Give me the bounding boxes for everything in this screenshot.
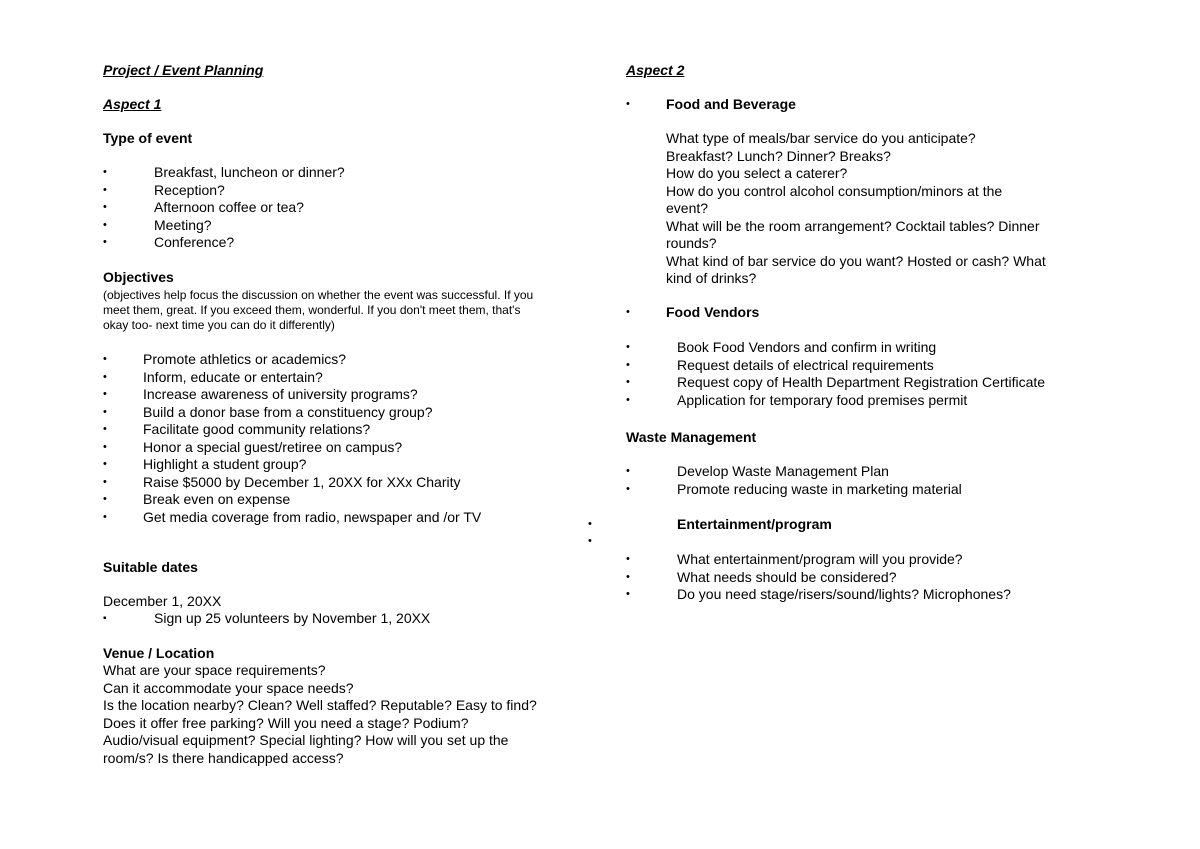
type-of-event-heading: Type of event	[103, 130, 193, 146]
food-vendors-heading: Food Vendors	[666, 304, 760, 320]
bullet-icon: •	[103, 236, 107, 248]
bullet-icon: •	[626, 465, 630, 477]
bullet-icon: •	[626, 376, 630, 388]
document-title: Project / Event Planning	[103, 62, 264, 78]
square-bullet-icon: ▪	[103, 613, 107, 624]
bullet-icon: •	[626, 358, 630, 371]
bullet-icon: •	[103, 440, 107, 453]
bullet-icon: •	[103, 423, 107, 435]
aspect-1-heading: Aspect 1	[103, 96, 162, 112]
bullet-icon: •	[626, 588, 630, 600]
bullet-icon: •	[103, 370, 107, 383]
food-beverage-heading: Food and Beverage	[666, 96, 796, 112]
bullet-icon: •	[626, 341, 630, 353]
bullet-icon: •	[103, 353, 107, 365]
bullet-icon: •	[626, 482, 630, 495]
bullet-icon: •	[626, 98, 630, 110]
suitable-dates-heading: Suitable dates	[103, 559, 198, 575]
bullet-icon: •	[103, 475, 107, 488]
bullet-icon: •	[588, 518, 592, 530]
aspect-2-heading: Aspect 2	[626, 62, 685, 78]
bullet-icon: •	[588, 535, 592, 547]
bullet-icon: •	[103, 183, 107, 196]
bullet-icon: •	[626, 393, 630, 406]
document-page: Project / Event Planning Aspect 1 Type of event • Breakfast, luncheon or dinner? • Reception? • Afternoon coffee or tea? • Meeting? • Conference? Objectives (objectives help focus the discussion on whether the event was successful. If you meet them, great. If you exceed them, wonderful. If you don't meet them, that's okay too- next time you can do it differently) • Promote athletics or academics? • Inform, educate or entertain? • Increase awareness of university programs? • Build a donor base from a constituency group? • Facilitate good community relations? • Honor a special guest/retiree on campus? • Highlight a student group? • Raise $5000 by December 1, 20XX for XXx Charity • Break even on expense • Get media coverage from radio, newspaper and /or TV Suitable dates December 1, 20XX ▪ Sign up 25 volunteers by November 1, 20XX Venue / Location What are your space requirements? Can it accommodate your space needs? Is the location nearby? Clean? Well staffed? Reputable? Easy to find? Does it offer free parking? Will you need a stage? Podium? Audio/visual equipment? Special lighting? How will you set up the room/s? Is there handicapped access? Aspect 2 • Food and Beverage What type of meals/bar service do you anticipate? Breakfast? Lunch? Dinner? Breaks? How do you select a caterer? How do you control alcohol consumption/minors at the event? What will be the room arrangement? Cocktail tables? Dinner rounds? What kind of bar service do you want? Hosted or cash? What kind of drinks? • Food Vendors • Book Food Vendors and confirm in writing • Request details of electrical requirements • Request copy of Health Department Registration Certificate • Application for temporary food premises permit Waste Management • Develop Waste Management Plan • Promote reducing waste in marketing material • Entertainment/program • • What entertainment/program will you provide? • What needs should be considered? • Do you need stage/risers/sound/lights? Microphones?	[103, 62, 1046, 766]
bullet-icon: •	[626, 306, 630, 318]
food-beverage-text: What type of meals/bar service do you anticipate? Breakfast? Lunch? Dinner? Breaks? How do you select a caterer? How do you control alcohol consumption/minors at the event? What will be the room arrangement? Cocktail tables? Dinner rounds? What kind of bar service do you want? Hosted or cash? What kind of drinks?	[666, 130, 1046, 286]
bullet-icon: •	[103, 405, 107, 418]
venue-text: What are your space requirements? Can it accommodate your space needs? Is the location nearby? Clean? Well staffed? Reputable? Easy to find? Does it offer free parking? Will you need a stage? Podium? Audio/visual equipment? Special lighting? How will you set up the room/s? Is there handicapped access?	[103, 662, 537, 766]
bullet-icon: •	[103, 388, 107, 400]
objectives-note: (objectives help focus the discussion on whether the event was successful. If you meet them, great. If you exceed them, wonderful. If you don't meet them, that's okay too- next time you can do it differently)	[103, 288, 534, 332]
waste-management-heading: Waste Management	[626, 429, 757, 445]
objectives-heading: Objectives	[103, 269, 174, 285]
bullet-icon: •	[626, 553, 630, 565]
venue-heading: Venue / Location	[103, 645, 215, 661]
bullet-icon: •	[103, 218, 107, 231]
entertainment-heading: Entertainment/program	[677, 516, 832, 532]
bullet-icon: •	[103, 201, 107, 213]
suitable-date-value: December 1, 20XX	[103, 593, 222, 609]
bullet-icon: •	[103, 458, 107, 470]
bullet-icon: •	[103, 166, 107, 178]
bullet-icon: •	[103, 493, 107, 505]
bullet-icon: •	[626, 570, 630, 583]
bullet-icon: •	[103, 510, 107, 523]
